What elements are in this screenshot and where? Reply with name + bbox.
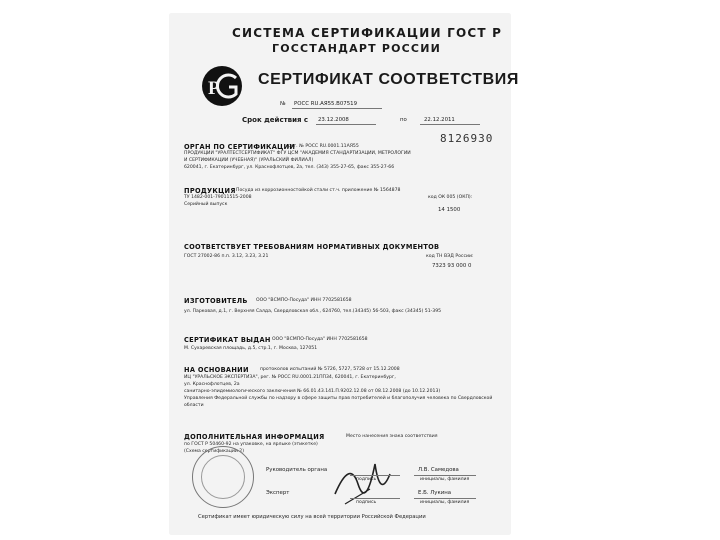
okp-label: код ОК 005 (ОКП): <box>428 195 473 200</box>
manufacturer-heading: ИЗГОТОВИТЕЛЬ <box>184 297 248 305</box>
organ-line4: 620041, г. Екатеринбург, ул. Краснофлотцев, 2а, тел. (343) 355-27-65, факс 355-27-66 <box>184 165 395 170</box>
product-line2: ТУ 1482-001-79011515-2008 <box>184 195 252 200</box>
certificate-number: РОСС RU.AЯ55.B07519 <box>294 101 357 107</box>
organ-line2: ПРОДУКЦИИ "УРАЛТЕСТСЕРТИФИКАТ" ФГУ ЦСМ "АКАДЕМИЯ СТАНДАРТИЗАЦИИ, МЕТРОЛОГИИ <box>184 151 411 156</box>
basis-line6: области <box>184 403 204 408</box>
issued-heading: СЕРТИФИКАТ ВЫДАН <box>184 336 271 344</box>
expert-name: Е.Б. Лукина <box>418 490 452 496</box>
organ-line1: рег. № РОСС RU.0001.11AЯ55 <box>288 144 359 149</box>
manufacturer-line2: ул. Парковая, д.1, г. Верхняя Салда, Свердловская обл., 624760, тел.(34345) 56-503, факс (34345) 51-395 <box>184 309 442 314</box>
valid-to: 22.12.2011 <box>424 117 455 123</box>
product-line3: Серийный выпуск <box>184 202 228 207</box>
basis-line1: протоколов испытаний № 5726, 5727, 5728 от 15.12.2008 <box>260 367 400 372</box>
basis-line5: Управления Федеральной службы по надзору в сфере защиты прав потребителей и благополучия человека по Свердловской <box>184 396 493 401</box>
expert-sign-caption: подпись <box>356 500 377 505</box>
validity-label: Срок действия с <box>242 116 309 124</box>
certificate-page <box>170 14 519 534</box>
tnved-label: код ТН ВЭД России: <box>426 254 474 259</box>
head-sign-caption: подпись <box>356 477 377 482</box>
head-initials-caption: инициалы, фамилия <box>420 477 470 482</box>
conformity-heading: СООТВЕТСТВУЕТ ТРЕБОВАНИЯМ НОРМАТИВНЫХ ДОКУМЕНТОВ <box>184 243 440 251</box>
manufacturer-line1: ООО "ВСМПО-Посуда" ИНН 7702581658 <box>256 298 352 303</box>
number-label: № <box>280 101 286 107</box>
head-label: Руководитель органа <box>266 467 328 473</box>
mark-placement: Место нанесения знака соответствия <box>346 434 438 439</box>
blank-serial-number: 8126930 <box>440 132 494 145</box>
basis-line3: ул. Краснофлотцев, 2а <box>184 382 240 387</box>
system-title: СИСТЕМА СЕРТИФИКАЦИИ ГОСТ Р <box>232 26 503 40</box>
valid-to-label: по <box>400 117 407 123</box>
expert-label: Эксперт <box>266 490 290 496</box>
organ-line3: И СЕРТИФИКАЦИИ (УЧЕБНАЯ)" (УРАЛЬСКИЙ ФИЛИАЛ) <box>184 158 314 163</box>
additional-line1: по ГОСТ Р 50460-92 на упаковке, на ярлыке (этикетке) <box>184 442 318 447</box>
tnved-value: 7323 93 000 0 <box>432 263 472 269</box>
certificate-title: СЕРТИФИКАТ СООТВЕТСТВИЯ <box>258 71 519 88</box>
system-subtitle: ГОССТАНДАРТ РОССИИ <box>272 42 442 55</box>
valid-from: 23.12.2008 <box>318 117 349 123</box>
expert-initials-caption: инициалы, фамилия <box>420 500 470 505</box>
additional-heading: ДОПОЛНИТЕЛЬНАЯ ИНФОРМАЦИЯ <box>184 433 325 441</box>
gost-r-logo-icon <box>200 64 244 108</box>
basis-line2: ИЦ "УРАЛЬСКОЕ ЭКСПЕРТИЗА", рег. № РОСС RU.0001.21ПП34, 620041, г. Екатеринбург, <box>184 375 396 380</box>
footer-text: Сертификат имеет юридическую силу на всей территории Российской Федерации <box>198 514 426 520</box>
organ-heading: ОРГАН ПО СЕРТИФИКАЦИИ <box>184 143 296 151</box>
product-line1: Посуда из коррозионностойкой стали ст.ч. приложение № 1564878 <box>236 188 401 193</box>
conformity-line1: ГОСТ 27002-86 п.п. 3.12, 3.23, 3.21 <box>184 254 269 259</box>
product-heading: ПРОДУКЦИЯ <box>184 187 236 195</box>
seal-stamp <box>192 446 254 508</box>
okp-value: 14 1500 <box>438 207 461 213</box>
basis-line4: санитарно-эпидемиологического заключения № 66.01.43.141.П.9202.12.08 от 08.12.2008 (до 10.12.2013) <box>184 389 441 394</box>
head-name: Л.В. Самедова <box>418 467 459 473</box>
issued-line2: М. Сухаревская площадь, д.5, стр.1, г. Москва, 127051 <box>184 346 318 351</box>
basis-heading: НА ОСНОВАНИИ <box>184 366 249 374</box>
svg-text:P: P <box>208 78 220 99</box>
additional-line2: (Схема сертификации 2) <box>184 449 244 454</box>
issued-line1: ООО "ВСМПО-Посуда" ИНН 7702581658 <box>272 337 368 342</box>
